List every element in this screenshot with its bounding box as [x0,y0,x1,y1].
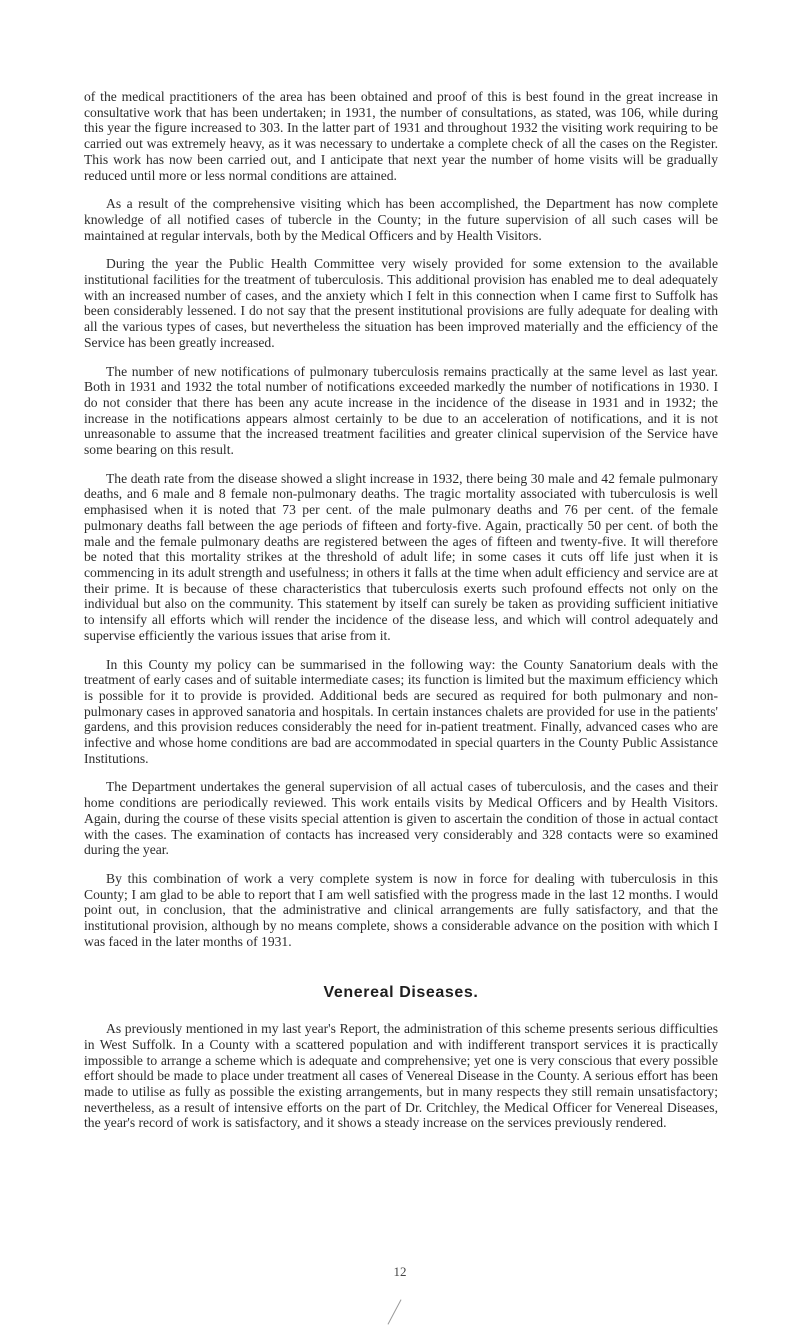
paragraph: The death rate from the disease showed a slight increase in 1932, there being 30 male and 42 female pulmonary deaths, and 6 male and 8 female non-pulmonary deaths. The tragic mortality associated with tuberculosis is well emphasised when it is noted that 73 per cent. of the male pulmonary deaths and 76 per cent. of the female pulmonary deaths fall between the age periods of fifteen and forty-five. Again, practically 50 per cent. of both the male and the female pulmonary deaths are registered between the ages of fifteen and twenty-five. It will therefore be noted that this mortality strikes at the threshold of adult life; in some cases it cuts off life just when it is commencing in its adult strength and usefulness; in others it falls at the time when adult efficiency and service are at their prime. It is because of these characteristics that tuberculosis exerts such profound effects not only on the individual but also on the community. This statement by itself can surely be taken as providing sufficient initiative to intensify all efforts which will render the incidence of the disease less, and which will control adequately and supervise efficiently the various issues that arise from it. [84,470,718,643]
paragraph: By this combination of work a very complete system is now in force for dealing with tuberculosis in this County; I am glad to be able to report that I am well satisfied with the progress made in the last 12 months. I would point out, in conclusion, that the administrative and clinical arrangements are fully satisfactory, and that the institutional provision, although by no means complete, shows a considerable advance on the position with which I was faced in the later months of 1931. [84,870,718,949]
paragraph: During the year the Public Health Committee very wisely provided for some extension to the available institutional facilities for the treatment of tuberculosis. This additional provision has enabled me to deal adequately with an increased number of cases, and the anxiety which I felt in this connection when I came first to Suffolk has been considerably lessened. I do not say that the present institutional provisions are fully adequate for dealing with all the various types of cases, but nevertheless the situation has been improved materially and the efficiency of the Service has been greatly increased. [84,256,718,350]
section-heading: Venereal Diseases. [323,984,479,1002]
paragraph: The Department undertakes the general supervision of all actual cases of tuberculosis, and the cases and their home conditions are periodically reviewed. This work entails visits by Medical Officers and by Health Visitors. Again, during the course of these visits special attention is given to ascertain the condition of those in actual contact with the cases. The examination of contacts has increased very considerably and 328 contacts were so examined during the year. [84,779,718,858]
document-body [84,89,718,1144]
paragraph: The number of new notifications of pulmonary tuberculosis remains practically at the same level as last year. Both in 1931 and 1932 the total number of notifications exceeded markedly the number of notifications in 1930. I do not consider that there has been any acute increase in the incidence of the disease in 1931 and in 1932; the increase in the notifications appears almost certainly to be due to an acceleration of notifications, and it is not unreasonable to assume that the increased treatment facilities and greater clinical supervision of the Service have some bearing on this result. [84,363,718,458]
paragraph: As previously mentioned in my last year's Report, the administration of this scheme presents serious difficulties in West Suffolk. In a County with a scattered population and with indifferent transport services it is practically impossible to arrange a scheme which is adequate and comprehensive; yet one is very conscious that every possible effort should be made to place under treatment all cases of Venereal Disease in the County. A serious effort has been made to utilise as fully as possible the existing arrangements, but in many respects they still remain unsatisfactory; nevertheless, as a result of intensive efforts on the part of Dr. Critchley, the Medical Officer for Venereal Diseases, the year's record of work is satisfactory, and it shows a steady increase on the services previously rendered. [84,1021,718,1131]
paragraph: As a result of the comprehensive visiting which has been accomplished, the Department has now complete knowledge of all notified cases of tubercle in the County; in the future supervision of all such cases will be maintained at regular intervals, both by the Medical Officers and by Health Visitors. [84,196,718,243]
page-number: 12 [393,1264,407,1279]
paragraph: In this County my policy can be summarised in the following way: the County Sanatorium deals with the treatment of early cases and of suitable intermediate cases; its function is limited but the maximum efficiency which is possible for it to provide is provided. Additional beds are secured as required for both pulmonary and non-pulmonary cases in approved sanatoria and hospitals. In certain instances chalets are provided for use in the patients' gardens, and this provision reduces considerably the need for in-patient treatment. Finally, advanced cases who are infective and whose home conditions are bad are accommodated in special quarters in the County Public Assistance Institutions. [84,656,718,766]
pen-mark [387,1299,401,1324]
paragraph: of the medical practitioners of the area has been obtained and proof of this is best found in the great increase in consultative work that has been undertaken; in 1931, the number of consultations, as stated, was 106, while during this year the figure increased to 303. In the latter part of 1931 and throughout 1932 the visiting work requiring to be carried out was extremely heavy, as it was necessary to undertake a complete check of all the cases on the Register. This work has now been carried out, and I anticipate that next year the number of home visits will be gradually reduced until more or less normal conditions are attained. [84,89,718,183]
